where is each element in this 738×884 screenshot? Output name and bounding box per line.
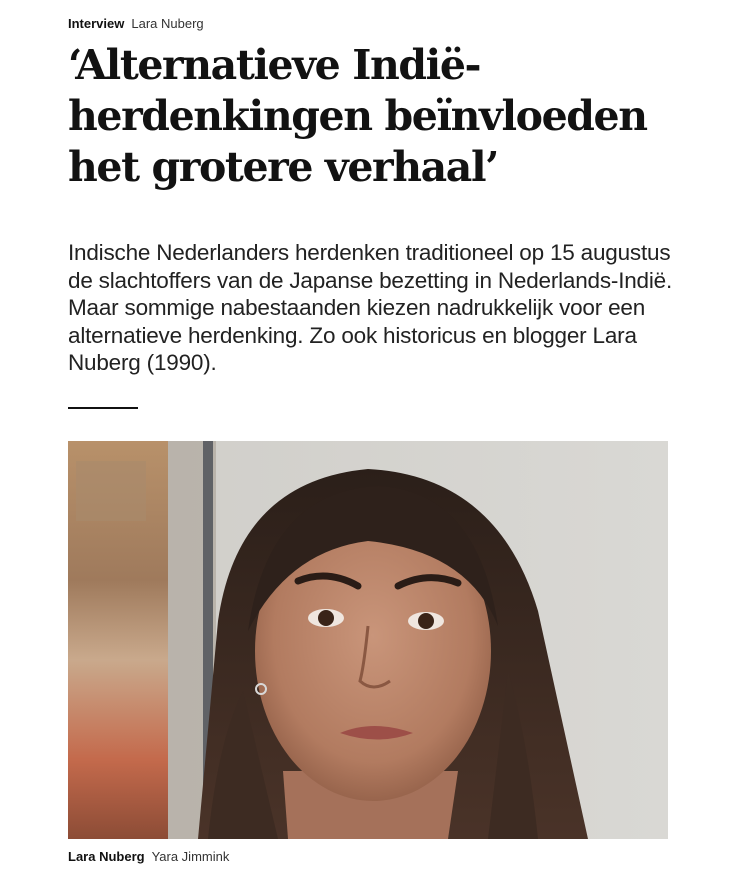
category-label[interactable]: Interview xyxy=(68,16,125,31)
portrait-illustration xyxy=(68,441,668,839)
article-intro: Indische Nederlanders herdenken traditioneel op 15 augustus de slachtoffers van de Japanse bezetting in Nederlands-Indië. Maar sommige nabestaanden kiezen nadrukkelijk voor een alternatieve herdenking. Zo ook historicus en blogger Lara Nuberg (1990). xyxy=(68,240,673,375)
headline-line: het grotere verhaal’ xyxy=(68,143,499,191)
divider xyxy=(68,407,138,409)
headline-line: herdenkingen beïnvloeden xyxy=(68,92,647,140)
article-kicker xyxy=(68,15,204,33)
article-headline xyxy=(68,40,698,193)
photo-credit: Yara Jimmink xyxy=(151,849,230,864)
portrait-photo[interactable] xyxy=(68,441,668,839)
author-name[interactable]: Lara Nuberg xyxy=(131,16,204,31)
headline-line: ‘Alternatieve Indië- xyxy=(68,41,481,89)
photo-caption xyxy=(68,848,229,866)
caption-subject: Lara Nuberg xyxy=(68,849,145,864)
